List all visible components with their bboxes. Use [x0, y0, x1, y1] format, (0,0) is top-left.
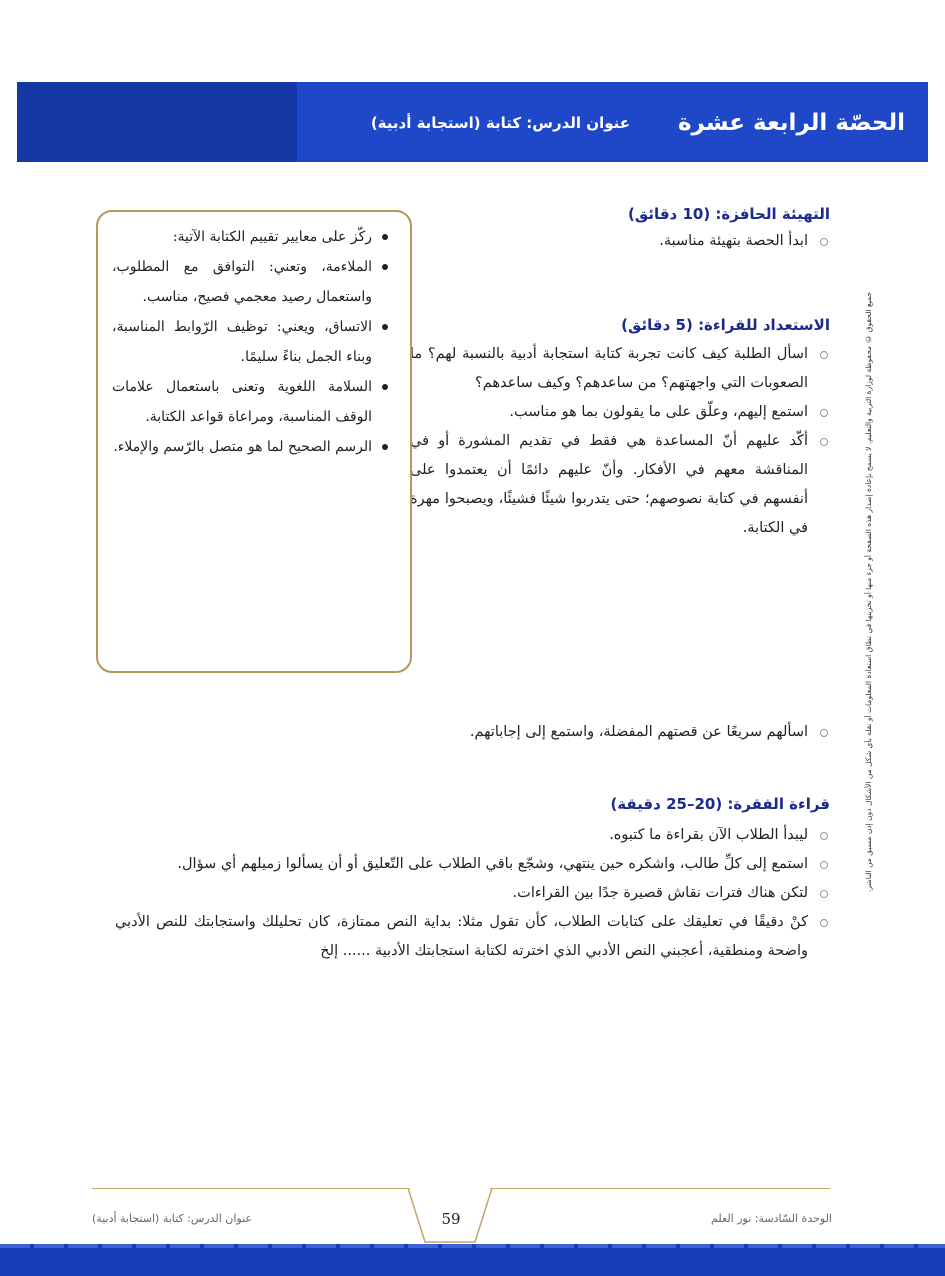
- criteria-box: [96, 210, 412, 673]
- bullet-list: [115, 718, 830, 747]
- reading-prep-wide: [115, 718, 830, 747]
- footer-divider-left: [92, 1188, 410, 1189]
- list-item: ليبدأ الطلاب الآن بقراءة ما كتبوه.: [115, 821, 830, 850]
- section-warmup: [410, 205, 830, 256]
- list-item: كنْ دقيقًا في تعليقك على كتابات الطلاب، كأن تقول مثلا: بداية النص ممتازة، كان تحليلك واستجابتك للنص الأدبي واضحة ومنطقية، أعجبني النص الأدبي الذي اخترته لكتابة استجابتك الأدبية ...... إلخ: [115, 908, 830, 966]
- bottom-band: [0, 1244, 945, 1276]
- section-duration: (20–25 دقيقة): [610, 795, 723, 813]
- criteria-item: الملاءمة، وتعني: التوافق مع المطلوب، واستعمال رصيد معجمي فصيح، مناسب.: [112, 252, 388, 312]
- list-item: اسألهم سريعًا عن قصتهم المفضلة، واستمع إلى إجاباتهم.: [115, 718, 830, 747]
- criteria-item: الرسم الصحيح لما هو متصل بالرّسم والإملاء.: [112, 432, 388, 462]
- section-reading-prep: [410, 316, 830, 543]
- list-item: اسأل الطلبة كيف كانت تجربة كتابة استجابة أدبية بالنسبة لهم؟ ما الصعوبات التي واجهتهم؟ من ساعدهم؟ وكيف ساعدهم؟: [410, 340, 830, 398]
- section-title: التهيئة الحافزة: (10 دقائق): [628, 205, 830, 223]
- bullet-list: [115, 821, 830, 966]
- section-duration: (5 دقائق): [621, 316, 693, 334]
- section-duration: (10 دقائق): [628, 205, 711, 223]
- criteria-item: الاتساق، ويعني: توظيف الرّوابط المناسبة، وبناء الجمل بناءً سليمًا.: [112, 312, 388, 372]
- section-title: قراءة الفقرة: (20–25 دقيقة): [610, 795, 830, 813]
- lesson-title: عنوان الدرس: كتابة (استجابة أدبية): [370, 114, 630, 132]
- criteria-item: السلامة اللغوية وتعنى باستعمال علامات الوقف المناسبة، ومراعاة قواعد الكتابة.: [112, 372, 388, 432]
- list-item: أكّد عليهم أنّ المساعدة هي فقط في تقديم المشورة أو في المناقشة معهم في الأفكار. وأنّ عليهم دائمًا أن يعتمدوا على أنفسهم في كتابة نصوصهم؛ حتى يتدربوا شيئًا فشيئًا، ويصبحوا مهرة في الكتابة.: [410, 427, 830, 543]
- bullet-list: [410, 227, 830, 256]
- header-band-accent: [17, 82, 297, 162]
- criteria-list: [112, 222, 388, 462]
- copyright-note: جميع الحقوق © محفوظة لوزارة التربية والتعليم. لا يسمح بإعادة إصدار هذه الصفحة أو جزء منها أو تخزينها في نطاق استعادة المعلومات أو نقله بأي شكل من الأشكال دون إذن مسبق من الناشر.: [864, 292, 873, 893]
- footer-divider-right: [490, 1188, 830, 1189]
- list-item: لتكن هناك فترات نقاش قصيرة جدًا بين القراءات.: [115, 879, 830, 908]
- list-item: استمع إلى كلِّ طالب، واشكره حين ينتهي، وشجّع باقي الطلاب على التّعليق أو أن يسألوا زميلهم أي سؤال.: [115, 850, 830, 879]
- section-paragraph-reading: [115, 795, 830, 966]
- page-number: 59: [441, 1210, 461, 1228]
- footer-unit: الوحدة السّادسة: نور العلم: [711, 1212, 832, 1225]
- page-title: الحصّة الرابعة عشرة: [677, 110, 905, 136]
- section-title: الاستعداد للقراءة: (5 دقائق): [621, 316, 830, 334]
- bullet-list: [410, 340, 830, 543]
- list-item: ابدأ الحصة بتهيئة مناسبة.: [410, 227, 830, 256]
- list-item: استمع إليهم، وعلّق على ما يقولون بما هو مناسب.: [410, 398, 830, 427]
- criteria-item: ركّز على معايير تقييم الكتابة الآتية:: [112, 222, 388, 252]
- bottom-band-pattern: [0, 1244, 945, 1248]
- footer-lesson: عنوان الدرس: كتابة (استجابة أدبية): [92, 1212, 252, 1225]
